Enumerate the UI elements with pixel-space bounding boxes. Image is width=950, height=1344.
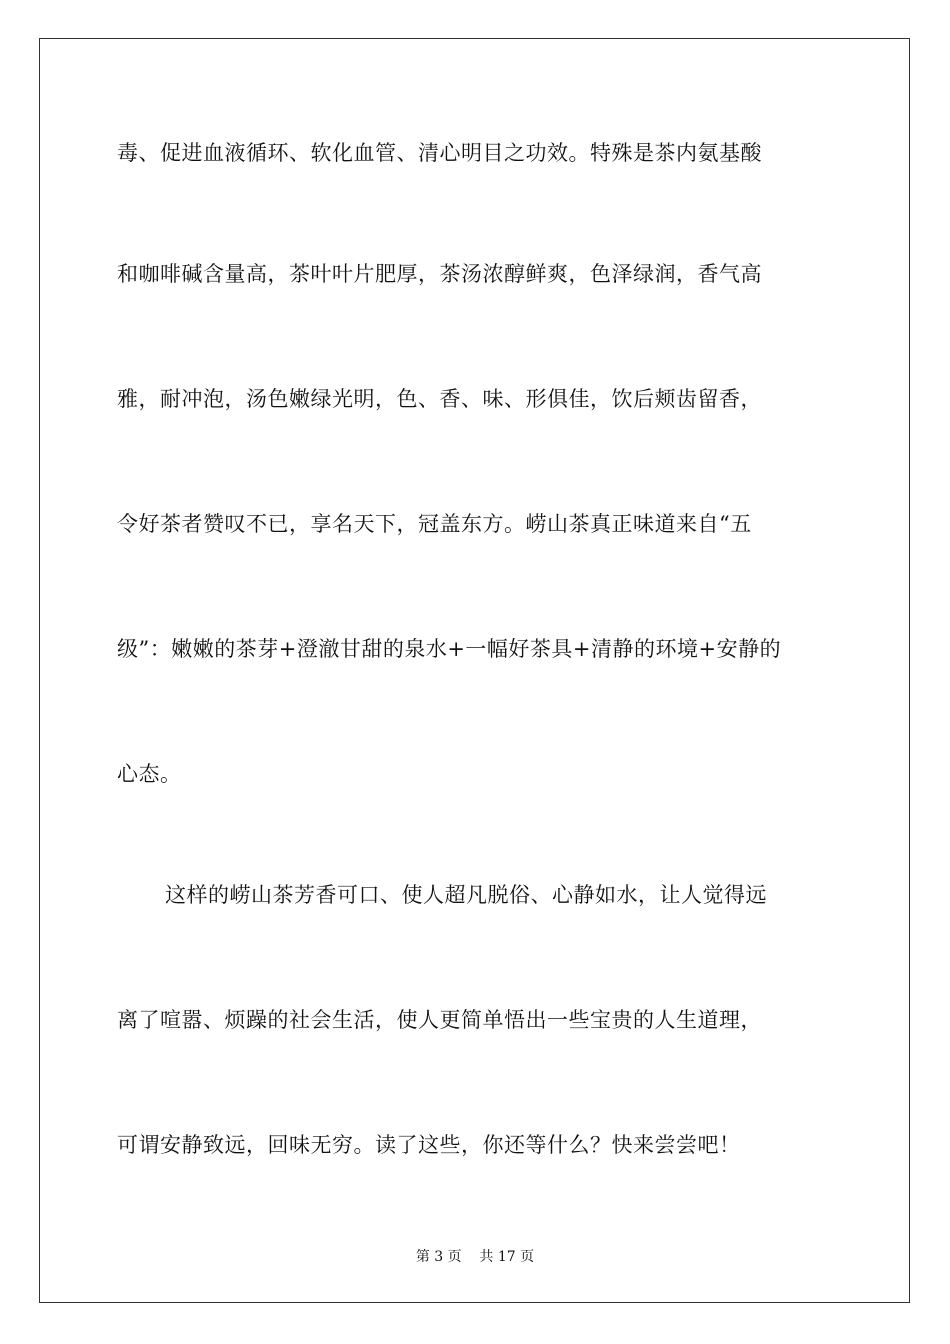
paragraph-2-line-1: 这样的崂山茶芳香可口、使人超凡脱俗、心静如水，让人觉得远 bbox=[165, 883, 767, 907]
paragraph-1-line-2: 和咖啡碱含量高，茶叶叶片肥厚，茶汤浓醇鲜爽，色泽绿润，香气高 bbox=[117, 262, 762, 286]
paragraph-2-line-2: 离了喧嚣、烦躁的社会生活，使人更简单悟出一些宝贵的人生道理， bbox=[117, 1008, 762, 1032]
paragraph-1-line-6: 心态。 bbox=[117, 762, 182, 786]
paragraph-1-line-5: 级”：嫩嫩的茶芽+澄澈甘甜的泉水+一幅好茶具+清静的环境+安静的 bbox=[117, 637, 782, 661]
paragraph-1-line-3: 雅，耐冲泡，汤色嫩绿光明，色、香、味、形俱佳，饮后颊齿留香， bbox=[117, 387, 762, 411]
page-border bbox=[39, 38, 910, 1303]
paragraph-2-line-3: 可谓安静致远，回味无穷。读了这些，你还等什么？快来尝尝吧！ bbox=[117, 1133, 741, 1157]
paragraph-1-line-4: 令好茶者赞叹不已，享名天下，冠盖东方。崂山茶真正味道来自“五 bbox=[117, 512, 752, 536]
page-number-footer: 第 3 页 共 17 页 bbox=[415, 1249, 535, 1265]
paragraph-1-line-1: 毒、促进血液循环、软化血管、清心明目之功效。特殊是茶内氨基酸 bbox=[117, 141, 762, 165]
